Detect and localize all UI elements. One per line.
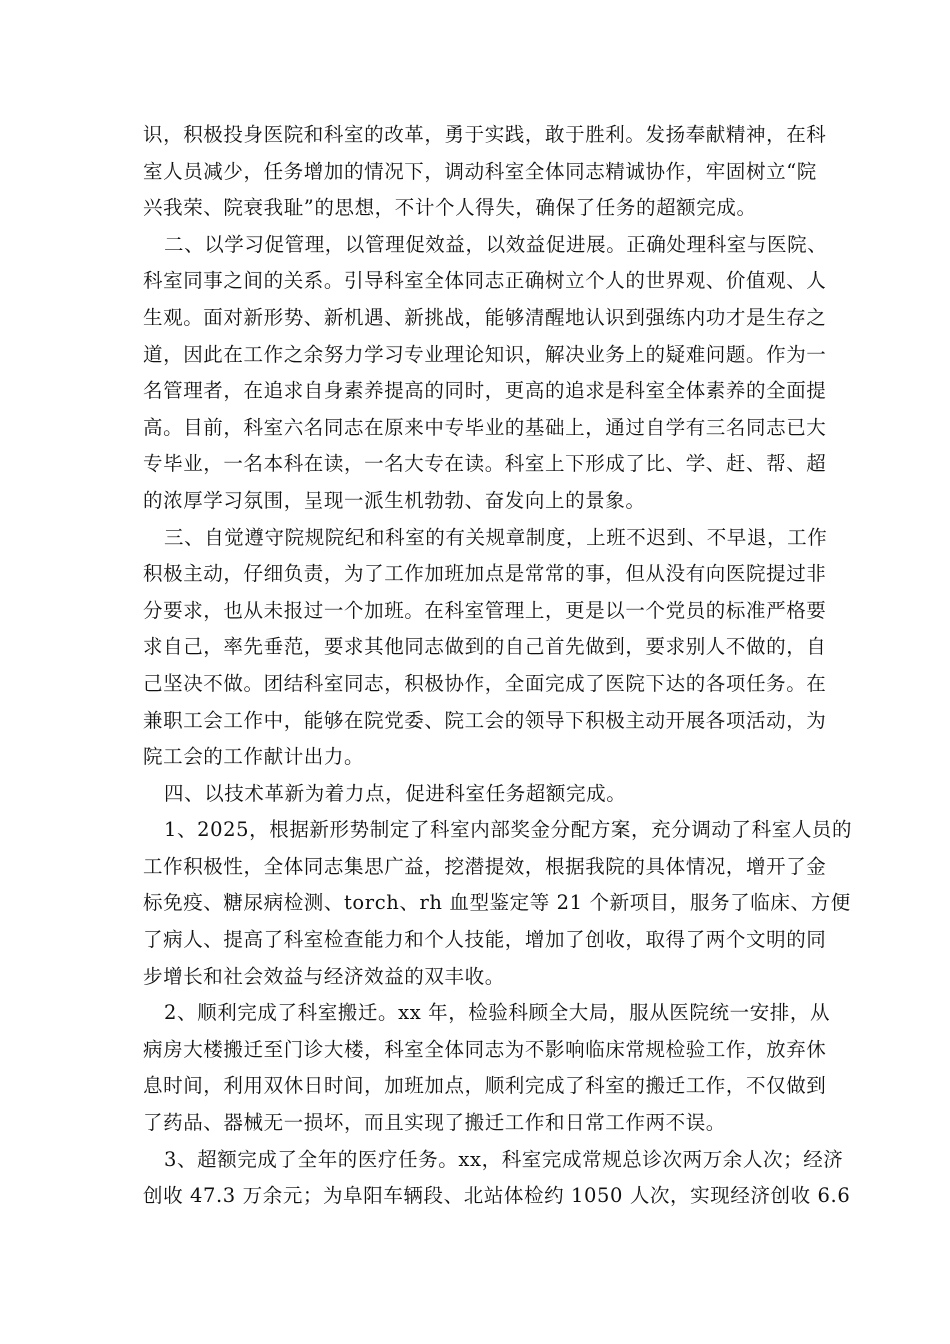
text-line: 求自己，率先垂范，要求其他同志做到的自己首先做到，要求别人不做的，自 <box>143 635 827 659</box>
text-line: 生观。面对新形势、新机遇、新挑战，能够清醒地认识到强练内功才是生存之 <box>143 305 827 329</box>
text-line: 高。目前，科室六名同志在原来中专毕业的基础上，通过自学有三名同志已大 <box>143 415 827 439</box>
text-line: 创收 47.3 万余元；为阜阳车辆段、北站体检约 1050 人次，实现经济创收 6.6 <box>143 1184 851 1208</box>
text-line: 识，积极投身医院和科室的改革，勇于实践，敢于胜利。发扬奉献精神，在科 <box>143 123 827 146</box>
text-line: 步增长和社会效益与经济效益的双丰收。 <box>143 964 505 988</box>
paragraph-first-line: 四、以技术革新为着力点，促进科室任务超额完成。 <box>164 781 627 805</box>
text-line: 名管理者，在追求自身素养提高的同时，更高的追求是科室全体素养的全面提 <box>143 379 827 403</box>
text-line: 分要求，也从未报过一个加班。在科室管理上，更是以一个党员的标准严格要 <box>143 598 827 622</box>
paragraph-first-line: 1、2025，根据新形势制定了科室内部奖金分配方案，充分调动了科室人员的 <box>164 818 853 842</box>
text-line: 兴我荣、院衰我耻”的思想，不计个人得失，确保了任务的超额完成。 <box>143 196 757 220</box>
text-line: 了病人、提高了科室检查能力和个人技能，增加了创收，取得了两个文明的同 <box>143 928 827 952</box>
paragraph-first-line: 3、超额完成了全年的医疗任务。xx，科室完成常规总诊次两万余人次；经济 <box>164 1147 844 1171</box>
text-line: 院工会的工作献计出力。 <box>143 745 365 769</box>
document-body <box>143 117 853 1215</box>
text-line: 工作积极性，全体同志集思广益，挖潜提效，根据我院的具体情况，增开了金 <box>143 854 827 878</box>
text-line: 息时间，利用双休日时间，加班加点，顺利完成了科室的搬迁工作，不仅做到 <box>143 1074 827 1098</box>
text-line: 己坚决不做。团结科室同志，积极协作，全面完成了医院下达的各项任务。在 <box>143 671 827 695</box>
text-line: 兼职工会工作中，能够在院党委、院工会的领导下积极主动开展各项活动，为 <box>143 708 827 732</box>
text-line: 积极主动，仔细负责，为了工作加班加点是常常的事，但从没有向医院提过非 <box>143 562 827 586</box>
text-line: 专毕业，一名本科在读，一名大专在读。科室上下形成了比、学、赶、帮、超 <box>143 452 827 476</box>
text-line: 室人员减少，任务增加的情况下，调动科室全体同志精诚协作，牢固树立“院 <box>143 159 817 183</box>
paragraph-first-line: 三、自觉遵守院规院纪和科室的有关规章制度，上班不迟到、不早退，工作 <box>164 525 828 549</box>
paragraph-first-line: 二、以学习促管理，以管理促效益，以效益促进展。正确处理科室与医院、 <box>164 232 828 256</box>
text-line: 病房大楼搬迁至门诊大楼，科室全体同志为不影响临床常规检验工作，放弃休 <box>143 1037 827 1061</box>
text-line: 的浓厚学习氛围，呈现一派生机勃勃、奋发向上的景象。 <box>143 488 646 512</box>
paragraph-first-line: 2、顺利完成了科室搬迁。xx 年，检验科顾全大局，服从医院统一安排，从 <box>164 1001 831 1025</box>
text-line: 科室同事之间的关系。引导科室全体同志正确树立个人的世界观、价值观、人 <box>143 269 827 293</box>
text-line: 道，因此在工作之余努力学习专业理论知识，解决业务上的疑难问题。作为一 <box>143 342 827 366</box>
text-line: 标免疫、糖尿病检测、torch、rh 血型鉴定等 21 个新项目，服务了临床、方便 <box>143 891 851 915</box>
text-line: 了药品、器械无一损坏，而且实现了搬迁工作和日常工作两不误。 <box>143 1111 726 1135</box>
